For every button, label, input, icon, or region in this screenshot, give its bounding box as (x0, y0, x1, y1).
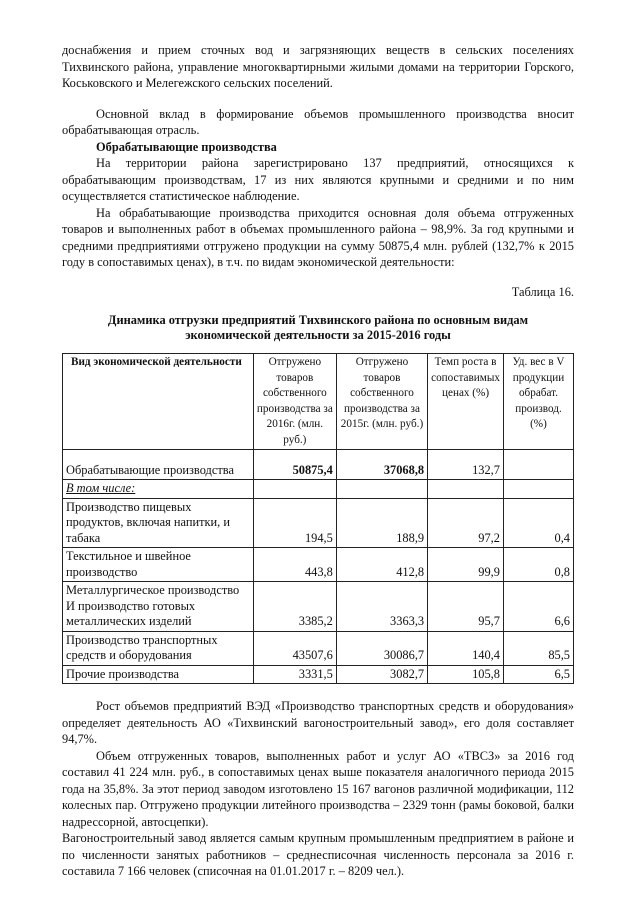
header-2015: Отгружено товаров собственного производства за 2015г. (млн. руб.) (336, 354, 427, 450)
table-row (63, 582, 574, 632)
cell-growth: 97,2 (428, 498, 504, 548)
table-caption-line-2: экономической деятельности за 2015-2016 годы (185, 328, 451, 342)
table-row (63, 548, 574, 582)
table-subheader-row (63, 480, 574, 499)
cell-share: 6,5 (503, 665, 573, 684)
cell-share: 0,4 (503, 498, 573, 548)
cell-2016: 3385,2 (253, 582, 336, 632)
cell-2015: 412,8 (336, 548, 427, 582)
header-growth: Темп роста в сопоставимых ценах (%) (428, 354, 504, 450)
intro-paragraph-1: доснабжения и прием сточных вод и загрязняющих веществ в сельских поселениях Тихвинского района, управление многоквартирными жилыми домами на территории Горского, Коськовского и Мелегежского сельских поселений. (62, 43, 574, 90)
outro-paragraph-2: Объем отгруженных товаров, выполненных работ и услуг АО «ТВСЗ» за 2016 год составил 41 224 млн. руб., в сопоставимых ценах выше показателя аналогичного периода 2015 года на 35,8%. За этот период заводом изготовлено 15 167 вагонов различной модификации, 112 колесных пар. Отгружено продукции литейного производства – 2329 тонн (рамы боковой, балки надрессорной, автосцепки). (62, 748, 574, 829)
cell-name: Прочие производства (63, 665, 254, 684)
cell-growth: 140,4 (428, 631, 504, 665)
cell-name: Металлургическое производство И производство готовых металлических изделий (63, 582, 254, 632)
cell-2016: 194,5 (253, 498, 336, 548)
cell-2016: 443,8 (253, 548, 336, 582)
table-caption-line-1: Динамика отгрузки предприятий Тихвинского района по основным видам (107, 313, 529, 327)
document-page (62, 42, 574, 880)
cell-name: Производство пищевых продуктов, включая напитки, и табака (63, 498, 254, 548)
cell-subheader: В том числе: (63, 480, 254, 499)
intro-paragraph-2: Основной вклад в формирование объемов промышленного производства вносит обрабатывающая отрасль. (62, 106, 574, 137)
cell-share: 85,5 (503, 631, 573, 665)
table-caption (62, 313, 574, 343)
shipment-table (62, 353, 574, 684)
cell-growth: 132,7 (428, 450, 504, 480)
cell-name: Производство транспортных средств и оборудования (63, 631, 254, 665)
cell-2016: 3331,5 (253, 665, 336, 684)
outro-paragraph-1: Рост объемов предприятий ВЭД «Производство транспортных средств и оборудования» определяет деятельность АО «Тихвинский вагоностроительный завод», его доля составляет 94,7%. (62, 699, 574, 746)
cell-name: Текстильное и швейное производство (63, 548, 254, 582)
cell-share: 6,6 (503, 582, 573, 632)
header-activity: Вид экономической деятельности (63, 354, 254, 450)
table-header-row (63, 354, 574, 450)
cell-2015: 3082,7 (336, 665, 427, 684)
cell-2015: 37068,8 (336, 450, 427, 480)
cell-2016: 43507,6 (253, 631, 336, 665)
table-row-total (63, 450, 574, 480)
table-row (63, 498, 574, 548)
table-number: Таблица 16. (511, 284, 574, 299)
cell-share: 0,8 (503, 548, 573, 582)
cell-name: Обрабатывающие производства (63, 450, 254, 480)
header-2016: Отгружено товаров собственного производства за 2016г. (млн. руб.) (253, 354, 336, 450)
header-share: Уд. вес в V продукции обрабат. производ. (%) (503, 354, 573, 450)
cell-2015: 3363,3 (336, 582, 427, 632)
intro-paragraph-4: На обрабатывающие производства приходится основная доля объема отгруженных товаров и выполненных работ в объемах промышленного района – 98,9%. За год крупными и средними предприятиями отгружено продукции на сумму 50875,4 млн. рублей (132,7% к 2015 году в сопоставимых ценах), в т.ч. по видам экономической деятельности: (62, 205, 574, 269)
section-heading: Обрабатывающие производства (96, 139, 277, 154)
cell-2016: 50875,4 (253, 450, 336, 480)
cell-growth: 95,7 (428, 582, 504, 632)
table-row (63, 631, 574, 665)
intro-paragraph-3: На территории района зарегистрировано 137 предприятий, относящихся к обрабатывающим производствам, 17 из них являются крупными и средними и по ним осуществляется статистическое наблюдение. (62, 156, 574, 203)
outro-paragraph-3: Вагоностроительный завод является самым крупным промышленным предприятием в районе и по численности занятых работников – среднесписочная численность персонала за 2016 г. составила 7 166 человек (списочная на 01.01.2017 г. – 8209 чел.). (62, 831, 574, 878)
table-row (63, 665, 574, 684)
cell-growth: 99,9 (428, 548, 504, 582)
cell-share (503, 450, 573, 480)
cell-growth: 105,8 (428, 665, 504, 684)
cell-2015: 188,9 (336, 498, 427, 548)
cell-2015: 30086,7 (336, 631, 427, 665)
